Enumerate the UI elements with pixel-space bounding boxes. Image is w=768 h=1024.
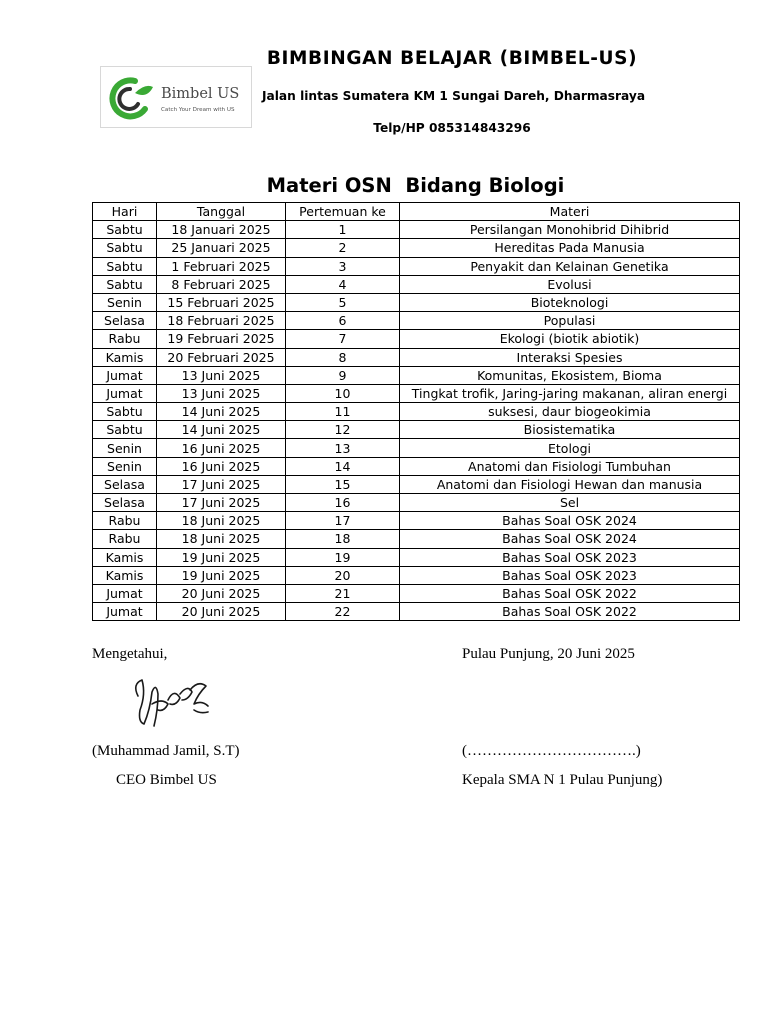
header-pertemuan: Pertemuan ke xyxy=(286,203,400,221)
cell-pertemuan: 13 xyxy=(286,439,400,457)
table-row xyxy=(93,221,740,239)
cell-hari: Sabtu xyxy=(93,275,157,293)
cell-tanggal: 18 Januari 2025 xyxy=(157,221,286,239)
cell-pertemuan: 1 xyxy=(286,221,400,239)
cell-pertemuan: 20 xyxy=(286,566,400,584)
cell-materi: Anatomi dan Fisiologi Hewan dan manusia xyxy=(400,475,740,493)
table-row xyxy=(93,312,740,330)
ceo-name: (Muhammad Jamil, S.T) xyxy=(92,743,240,759)
table-row xyxy=(93,239,740,257)
header-materi: Materi xyxy=(400,203,740,221)
table-row xyxy=(93,603,740,621)
cell-tanggal: 16 Juni 2025 xyxy=(157,439,286,457)
cell-materi: Sel xyxy=(400,494,740,512)
table-row xyxy=(93,512,740,530)
cell-tanggal: 13 Juni 2025 xyxy=(157,366,286,384)
cell-materi: Persilangan Monohibrid Dihibrid xyxy=(400,221,740,239)
header-tanggal: Tanggal xyxy=(157,203,286,221)
table-row xyxy=(93,566,740,584)
cell-materi: Etologi xyxy=(400,439,740,457)
cell-pertemuan: 10 xyxy=(286,384,400,402)
cell-pertemuan: 14 xyxy=(286,457,400,475)
table-row xyxy=(93,275,740,293)
cell-pertemuan: 5 xyxy=(286,293,400,311)
cell-hari: Jumat xyxy=(93,384,157,402)
cell-tanggal: 18 Februari 2025 xyxy=(157,312,286,330)
table-row xyxy=(93,348,740,366)
cell-hari: Sabtu xyxy=(93,421,157,439)
cell-pertemuan: 8 xyxy=(286,348,400,366)
table-row xyxy=(93,293,740,311)
organization-address: Jalan lintas Sumatera KM 1 Sungai Dareh, Dharmasraya xyxy=(262,89,646,103)
cell-pertemuan: 12 xyxy=(286,421,400,439)
handwritten-signature xyxy=(128,670,218,732)
table-row xyxy=(93,330,740,348)
table-row xyxy=(93,494,740,512)
cell-materi: Evolusi xyxy=(400,275,740,293)
cell-hari: Senin xyxy=(93,293,157,311)
cell-tanggal: 8 Februari 2025 xyxy=(157,275,286,293)
bimbel-logo xyxy=(100,66,252,128)
principal-title: Kepala SMA N 1 Pulau Punjung) xyxy=(462,772,663,788)
cell-tanggal: 25 Januari 2025 xyxy=(157,239,286,257)
cell-tanggal: 18 Juni 2025 xyxy=(157,530,286,548)
cell-tanggal: 14 Juni 2025 xyxy=(157,403,286,421)
cell-tanggal: 19 Juni 2025 xyxy=(157,548,286,566)
table-row xyxy=(93,257,740,275)
cell-materi: Interaksi Spesies xyxy=(400,348,740,366)
table-row xyxy=(93,439,740,457)
cell-hari: Kamis xyxy=(93,348,157,366)
principal-name-blank: (…………………………….) xyxy=(462,743,641,759)
cell-hari: Jumat xyxy=(93,584,157,602)
cell-hari: Kamis xyxy=(93,566,157,584)
cell-tanggal: 20 Juni 2025 xyxy=(157,603,286,621)
cell-materi: Bahas Soal OSK 2022 xyxy=(400,603,740,621)
table-header-row xyxy=(93,203,740,221)
table-row xyxy=(93,548,740,566)
organization-title: BIMBINGAN BELAJAR (BIMBEL-US) xyxy=(266,48,638,69)
cell-tanggal: 17 Juni 2025 xyxy=(157,494,286,512)
cell-pertemuan: 17 xyxy=(286,512,400,530)
table-row xyxy=(93,584,740,602)
cell-hari: Selasa xyxy=(93,494,157,512)
table-row xyxy=(93,457,740,475)
cell-pertemuan: 18 xyxy=(286,530,400,548)
cell-tanggal: 20 Juni 2025 xyxy=(157,584,286,602)
cell-materi: Bahas Soal OSK 2024 xyxy=(400,530,740,548)
cell-materi: Ekologi (biotik abiotik) xyxy=(400,330,740,348)
logo-name: Bimbel US xyxy=(161,86,240,102)
cell-hari: Jumat xyxy=(93,366,157,384)
cell-tanggal: 20 Februari 2025 xyxy=(157,348,286,366)
cell-materi: Bahas Soal OSK 2022 xyxy=(400,584,740,602)
table-row xyxy=(93,530,740,548)
cell-hari: Rabu xyxy=(93,330,157,348)
cell-hari: Senin xyxy=(93,439,157,457)
cell-materi: Bahas Soal OSK 2023 xyxy=(400,548,740,566)
cell-materi: Bahas Soal OSK 2023 xyxy=(400,566,740,584)
table-row xyxy=(93,403,740,421)
cell-pertemuan: 2 xyxy=(286,239,400,257)
cell-tanggal: 14 Juni 2025 xyxy=(157,421,286,439)
cell-pertemuan: 7 xyxy=(286,330,400,348)
cell-tanggal: 16 Juni 2025 xyxy=(157,457,286,475)
cell-hari: Senin xyxy=(93,457,157,475)
cell-hari: Selasa xyxy=(93,312,157,330)
document-title: Materi OSN Bidang Biologi xyxy=(266,174,565,197)
cell-tanggal: 19 Juni 2025 xyxy=(157,566,286,584)
cell-hari: Sabtu xyxy=(93,403,157,421)
place-date: Pulau Punjung, 20 Juni 2025 xyxy=(462,646,635,662)
cell-materi: Anatomi dan Fisiologi Tumbuhan xyxy=(400,457,740,475)
cell-materi: Hereditas Pada Manusia xyxy=(400,239,740,257)
acknowledged-label: Mengetahui, xyxy=(92,646,168,662)
cell-pertemuan: 19 xyxy=(286,548,400,566)
cell-pertemuan: 11 xyxy=(286,403,400,421)
cell-materi: Populasi xyxy=(400,312,740,330)
cell-hari: Jumat xyxy=(93,603,157,621)
cell-tanggal: 13 Juni 2025 xyxy=(157,384,286,402)
cell-materi: Biosistematika xyxy=(400,421,740,439)
cell-hari: Selasa xyxy=(93,475,157,493)
schedule-body xyxy=(93,221,740,621)
cell-materi: Bioteknologi xyxy=(400,293,740,311)
cell-pertemuan: 3 xyxy=(286,257,400,275)
cell-tanggal: 15 Februari 2025 xyxy=(157,293,286,311)
cell-hari: Sabtu xyxy=(93,257,157,275)
cell-hari: Sabtu xyxy=(93,221,157,239)
cell-pertemuan: 21 xyxy=(286,584,400,602)
ceo-title: CEO Bimbel US xyxy=(116,772,217,788)
cell-materi: Bahas Soal OSK 2024 xyxy=(400,512,740,530)
cell-pertemuan: 16 xyxy=(286,494,400,512)
cell-tanggal: 19 Februari 2025 xyxy=(157,330,286,348)
header-hari: Hari xyxy=(93,203,157,221)
leaf-c-logo-icon xyxy=(105,73,155,123)
cell-materi: Tingkat trofik, Jaring-jaring makanan, aliran energi xyxy=(400,384,740,402)
cell-hari: Sabtu xyxy=(93,239,157,257)
logo-tagline: Catch Your Dream with US xyxy=(161,107,235,113)
cell-tanggal: 18 Juni 2025 xyxy=(157,512,286,530)
table-row xyxy=(93,366,740,384)
table-row xyxy=(93,384,740,402)
cell-tanggal: 17 Juni 2025 xyxy=(157,475,286,493)
cell-tanggal: 1 Februari 2025 xyxy=(157,257,286,275)
cell-pertemuan: 15 xyxy=(286,475,400,493)
cell-materi: Komunitas, Ekosistem, Bioma xyxy=(400,366,740,384)
table-row xyxy=(93,475,740,493)
schedule-table xyxy=(92,202,740,621)
cell-pertemuan: 6 xyxy=(286,312,400,330)
organization-phone: Telp/HP 085314843296 xyxy=(373,121,531,135)
cell-materi: Penyakit dan Kelainan Genetika xyxy=(400,257,740,275)
cell-pertemuan: 9 xyxy=(286,366,400,384)
cell-pertemuan: 22 xyxy=(286,603,400,621)
cell-hari: Rabu xyxy=(93,512,157,530)
cell-hari: Kamis xyxy=(93,548,157,566)
cell-pertemuan: 4 xyxy=(286,275,400,293)
cell-materi: suksesi, daur biogeokimia xyxy=(400,403,740,421)
table-row xyxy=(93,421,740,439)
cell-hari: Rabu xyxy=(93,530,157,548)
